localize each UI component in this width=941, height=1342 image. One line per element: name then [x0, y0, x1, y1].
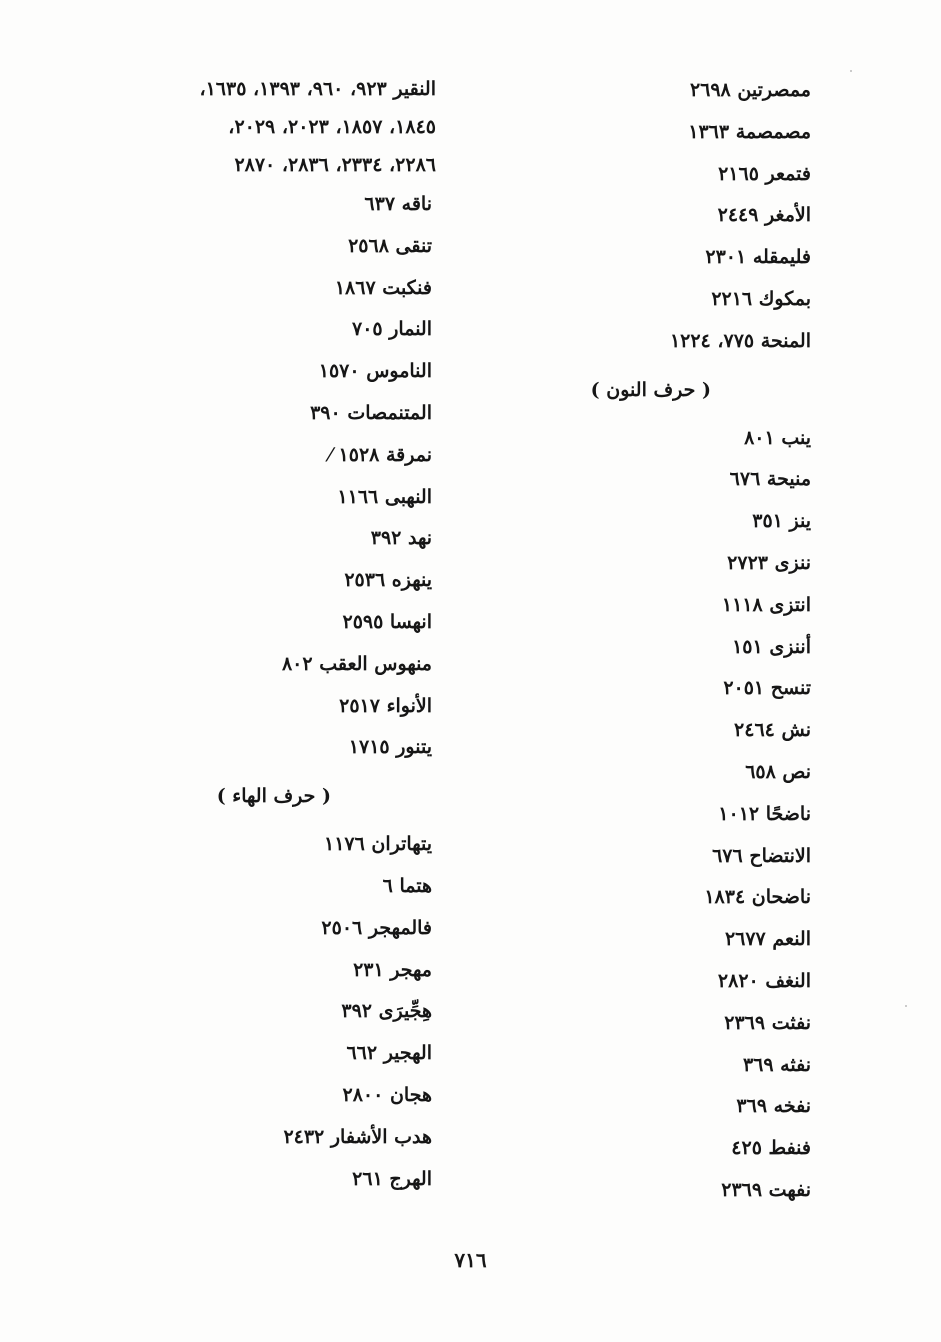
index-entry: الهرج ٢٦١: [352, 1167, 432, 1190]
index-entry: هتما ٦: [382, 874, 432, 897]
index-entry: نفثت ٢٣٦٩: [724, 1011, 811, 1034]
index-entry: نص ٦٥٨: [745, 760, 811, 783]
index-entry: فالمهجر ٢٥٠٦: [321, 916, 432, 939]
index-entry: يتهاتران ١١٧٦: [323, 833, 432, 856]
paper-speck: [850, 70, 852, 72]
right-entries-bottom: [481, 418, 811, 1212]
left-column: [96, 70, 436, 1200]
index-entry: نهد ٣٩٢: [370, 527, 432, 550]
index-entry: ننزى ٢٧٢٣: [727, 551, 811, 574]
index-entry: النغف ٢٨٢٠: [717, 969, 811, 992]
right-column: [481, 70, 811, 1212]
index-entry: يتنور ١٧١٥: [348, 736, 432, 759]
index-entry: ممصرتين ٢٦٩٨: [689, 79, 811, 101]
index-entry: فتمعر ٢١٦٥: [718, 162, 811, 185]
index-entry: فنكبت ١٨٦٧: [334, 276, 432, 299]
index-entry: بمكوك ٢٢١٦: [711, 287, 811, 310]
index-entry: منهوس العقب ٨٠٢: [281, 652, 432, 675]
index-entry: نفهت ٢٣٦٩: [721, 1178, 811, 1201]
index-entry: ينب ٨٠١: [744, 426, 811, 449]
index-entry: فليمقله ٢٣٠١: [705, 246, 811, 269]
index-entry: المنحة ٧٧٥، ١٢٢٤: [669, 329, 811, 352]
index-entry: ناقه ٦٣٧: [364, 193, 432, 215]
index-entry: مهجر ٢٣١: [353, 958, 432, 981]
index-entry: ينهزه ٢٥٣٦: [344, 569, 432, 592]
index-entry: انهسا ٢٥٩٥: [342, 610, 432, 633]
index-entry: هِجِّيرَى ٣٩٢: [341, 1000, 432, 1023]
index-entry: مصمصمة ١٣٦٣: [688, 120, 811, 143]
index-entry: الأمغر ٢٤٤٩: [717, 204, 811, 227]
index-entry: ناضحان ١٨٣٤: [704, 886, 811, 909]
index-entry: فنفط ٤٢٥: [731, 1137, 811, 1160]
index-entry: الأنواء ٢٥١٧: [339, 694, 432, 717]
left-entries-top: [96, 184, 436, 769]
index-entry: ينز ٣٥١: [752, 510, 811, 533]
paper-speck: [905, 1005, 907, 1007]
page-number: ٧١٦: [454, 1248, 487, 1272]
naqir-entry-block: [96, 70, 436, 184]
index-entry: النقير ٩٢٣، ٩٦٠، ١٣٩٣، ١٦٣٥،: [199, 78, 436, 100]
section-heading-ha: ( حرف الهاء ): [216, 785, 331, 808]
index-entry: منيحة ٦٧٦: [729, 468, 811, 491]
index-entry: الناموس ١٥٧٠: [318, 360, 432, 383]
index-entry: هجان ٢٨٠٠: [342, 1083, 432, 1106]
index-entry: النهبى ١١٦٦: [337, 485, 432, 508]
index-entry: النمار ٧٠٥: [352, 318, 432, 341]
index-entry: نمرقة ١٥٢٨ ⁄: [328, 443, 432, 466]
index-entry: ١٨٤٥، ١٨٥٧، ٢٠٢٣، ٢٠٢٩،: [228, 116, 436, 138]
index-entry: هدب الأشفار ٢٤٣٢: [283, 1125, 432, 1148]
index-entry: نفثه ٣٦٩: [742, 1053, 811, 1076]
index-entry: الانتضاح ٦٧٦: [712, 844, 811, 867]
index-entry: ناضحًا ١٠١٢: [718, 802, 811, 825]
index-entry: أننزى ١٥١: [732, 635, 811, 658]
index-entry: انتزى ١١١٨: [721, 593, 811, 616]
index-entry: تنسح ٢٠٥١: [723, 677, 811, 700]
index-entry: ٢٢٨٦، ٢٣٣٤، ٢٨٣٦، ٢٨٧٠: [234, 154, 436, 176]
index-entry: الهجير ٦٦٢: [346, 1042, 432, 1065]
index-entry: المتنمصات ٣٩٠: [310, 401, 432, 424]
index-entry: تنقى ٢٥٦٨: [348, 234, 432, 257]
index-entry: النعم ٢٦٧٧: [724, 928, 811, 951]
index-entry: نفخه ٣٦٩: [736, 1095, 811, 1118]
section-heading-nun: ( حرف النون ): [590, 378, 711, 401]
left-entries-bottom: [96, 824, 436, 1200]
index-entry: نش ٢٤٦٤: [734, 719, 811, 742]
right-entries-top: [481, 70, 811, 363]
